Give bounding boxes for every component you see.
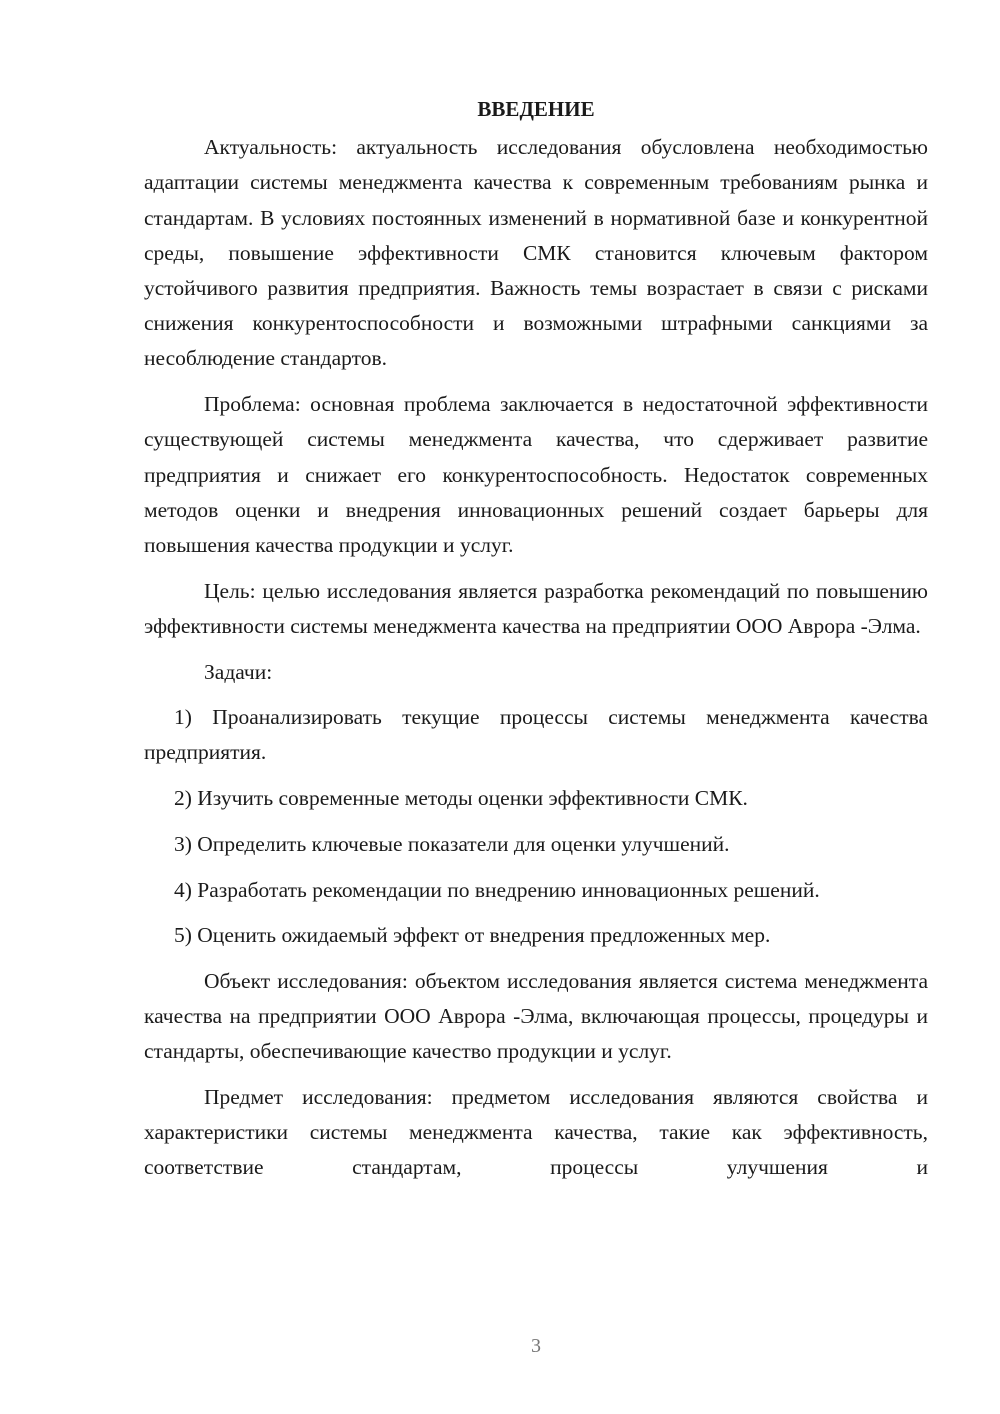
paragraph-goal: Цель: целью исследования является разработка рекомендаций по повышению эффективности системы менеджмента качества на предприятии ООО Аврора -Элма. [144, 578, 928, 638]
task-item-5: 5) Оценить ожидаемый эффект от внедрения предложенных мер. [174, 923, 771, 948]
section-title: ВВЕДЕНИЕ [477, 97, 595, 121]
paragraph-problem: Проблема: основная проблема заключается в недостаточной эффективности существующей системы менеджмента качества, что сдерживает развитие предприятия и снижает его конкурентоспособность. Недостаток современных методов оценки и внедрения инновационных решений создает барьеры для повышения качества продукции и услуг. [144, 392, 928, 557]
page-content [144, 92, 928, 1186]
paragraph-tasks-heading: Задачи: [204, 659, 273, 684]
task-item-4: 4) Разработать рекомендации по внедрению инновационных решений. [174, 877, 820, 902]
task-item-3: 3) Определить ключевые показатели для оценки улучшений. [174, 831, 730, 856]
paragraph-subject: Предмет исследования: предметом исследования являются свойства и характеристики системы менеджмента качества, такие как эффективность, соответствие стандартам, процессы улучшения и [144, 1085, 928, 1180]
task-item-2: 2) Изучить современные методы оценки эффективности СМК. [174, 786, 748, 811]
paragraph-object: Объект исследования: объектом исследования является система менеджмента качества на предприятии ООО Аврора -Элма, включающая процессы, процедуры и стандарты, обеспечивающие качество продукции и услуг. [144, 968, 928, 1064]
task-item-1: 1) Проанализировать текущие процессы системы менеджмента качества предприятия. [144, 705, 928, 765]
page-number: 3 [531, 1335, 541, 1357]
paragraph-relevance: Актуальность: актуальность исследования обусловлена необходимостью адаптации системы менеджмента качества к современным требованиям рынка и стандартам. В условиях постоянных изменений в нормативной базе и конкурентной среды, повышение эффективности СМК становится ключевым фактором устойчивого развития предприятия. Важность темы возрастает в связи с рисками снижения конкурентоспособности и возможными штрафными санкциями за несоблюдение стандартов. [144, 135, 928, 371]
